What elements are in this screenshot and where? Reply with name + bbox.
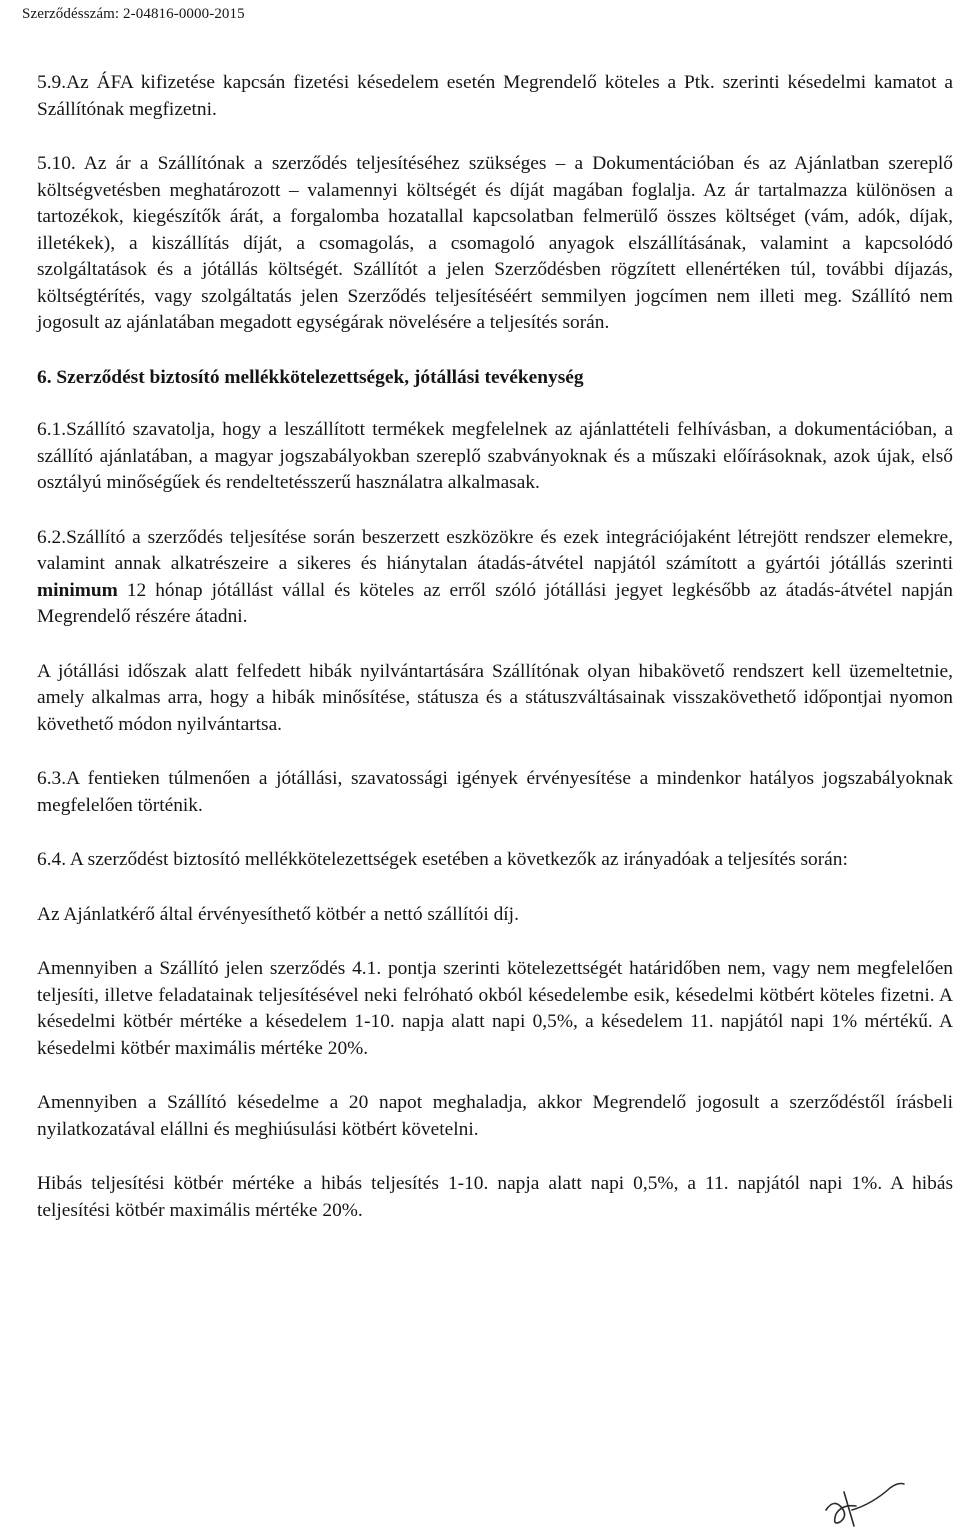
paragraph-6-3: 6.3.A fentieken túlmenően a jótállási, szavatossági igények érvényesítése a mindenkor hatályos jogszabályoknak megfelelően történik.: [37, 768, 953, 816]
paragraph-6-4: 6.4. A szerződést biztosító mellékkötelezettségek esetében a következők az irányadóak a teljesítés során:: [37, 849, 848, 870]
paragraph-6-2-start: 6.2.Szállító a szerződés teljesítése során beszerzett eszközökre és ezek integrációjaként létrejött rendszer elemekre, valamint annak alkatrészeire a sikeres és hiánytalan átadás-átvétel napjától számított a gyártói jótállás szerinti: [37, 526, 953, 574]
paragraph-6-1: 6.1.Szállító szavatolja, hogy a leszállított termékek megfelelnek az ajánlattételi felhívásban, a dokumentációban, a szállító ajánlatában, a magyar jogszabályokban szereplő szabványoknak és a műszaki előírásoknak, azok újak, első osztályú minőségűek és rendeltetésszerű használatra alkalmasak.: [37, 419, 953, 493]
paragraph-faulty-performance: Hibás teljesítési kötbér mértéke a hibás teljesítés 1-10. napja alatt napi 0,5%, a 11. napjától napi 1%. A hibás teljesítési kötbér maximális mértéke 20%.: [37, 1173, 953, 1221]
paragraph-5-9: 5.9.Az ÁFA kifizetése kapcsán fizetési késedelem esetén Megrendelő köteles a Ptk. szerinti késedelmi kamatot a Szállítónak megfizetni.: [37, 72, 953, 120]
document-body: [37, 70, 953, 1252]
paragraph-6-2: [37, 525, 953, 631]
paragraph-warranty-tracking: A jótállási időszak alatt felfedett hibák nyilvántartására Szállítónak olyan hibakövető rendszert kell üzemeltetnie, amely alkalmas arra, hogy a hibák minősítése, státusza és a státuszváltásainak visszakövethető időpontjai nyomon követhető módon nyilvántartsa.: [37, 660, 953, 735]
paragraph-withdrawal: Amennyiben a Szállító késedelme a 20 napot meghaladja, akkor Megrendelő jogosult a szerződéstől írásbeli nyilatkozatával elállni és meghiúsulási kötbért követelni.: [37, 1092, 953, 1140]
paragraph-delay-penalty: Amennyiben a Szállító jelen szerződés 4.1. pontja szerinti kötelezettségét határidőben nem, vagy nem megfelelően teljesíti, illetve feladatainak teljesítésével neki felróható okból késedelembe esik, késedelmi kötbért köteles fizetni. A késedelmi kötbér mértéke a késedelem 1-10. napja alatt napi 0,5%, a késedelem 11. napjától napi 1% mértékű. A késedelmi kötbér maximális mértéke 20%.: [37, 958, 953, 1059]
contract-number: Szerződésszám: 2-04816-0000-2015: [22, 6, 245, 22]
paragraph-6-2-end: 12 hónap jótállást vállal és köteles az erről szóló jótállási jegyet legkésőbb az átadás-átvétel napján Megrendelő részére átadni.: [37, 579, 953, 627]
paragraph-6-2-minimum: minimum: [37, 579, 118, 601]
paragraph-5-10: 5.10. Az ár a Szállítónak a szerződés teljesítéséhez szükséges – a Dokumentációban és az Ajánlatban szereplő költségvetésben meghatározott – valamennyi költségét és díját magában foglalja. Az ár tartalmazza különösen a tartozékok, kiegészítők árát, a forgalomba hozatallal kapcsolatban felmerülő összes költséget (vám, adók, díjak, illetékek), a kiszállítás díját, a csomagolás, a csomagoló anyagok elszállításának, valamint a kapcsolódó szolgáltatások és a jótállás költségét. Szállítót a jelen Szerződésben rögzített ellenértéken túl, további díjazás, költségtérítés, vagy szolgáltatás jelen Szerződés teljesítéséért semmilyen jogcímen nem illeti meg. Szállító nem jogosult az ajánlatában megadott egységárak növelésére a teljesítés során.: [37, 153, 953, 333]
section-heading-6: 6. Szerződést biztosító mellékkötelezettségek, jótállási tevékenység: [37, 366, 584, 388]
paragraph-penalty-base: Az Ajánlatkérő által érvényesíthető kötbér a nettó szállítói díj.: [37, 903, 519, 925]
handwritten-initials-signature: [812, 1470, 908, 1530]
